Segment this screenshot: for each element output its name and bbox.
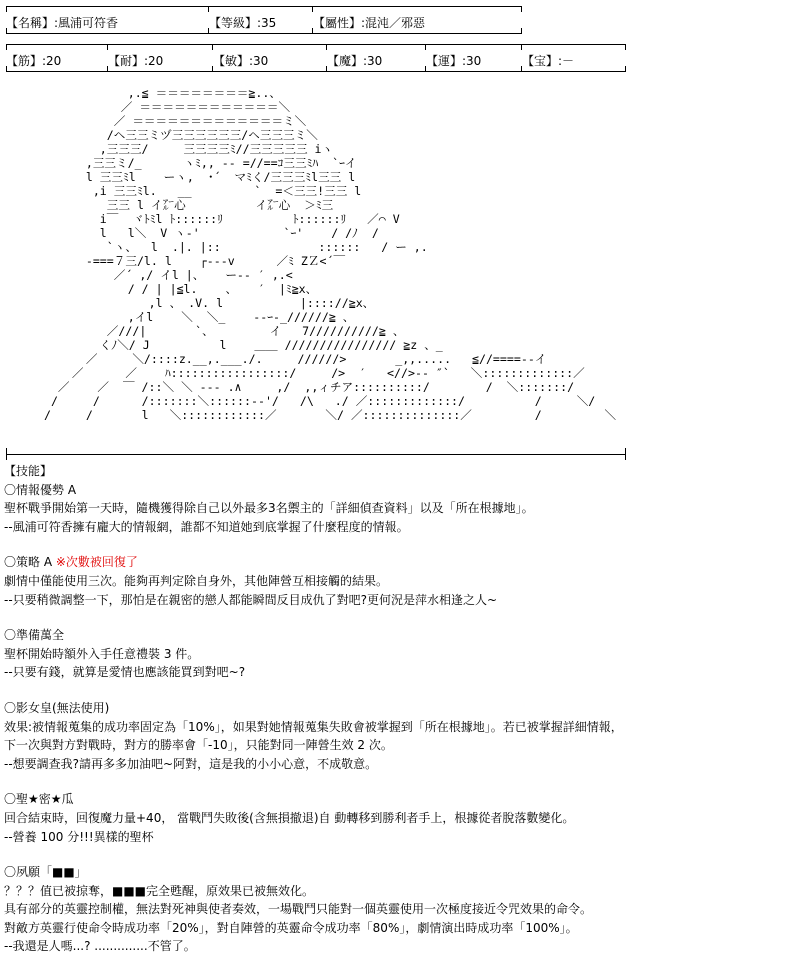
stat-noble-phantasm: 【宝】:－ [522, 54, 575, 68]
skill-line: ？？？值已被掠奪，■■■完全甦醒，原效果已被無效化。 [4, 883, 315, 898]
divider [6, 6, 7, 12]
divider [6, 33, 522, 34]
stat-strength: 【筋】:20 [6, 54, 62, 68]
skill-line: --只要稍微調整一下，那怕是在親密的戀人都能瞬間反目成仇了對吧?更何況是萍水相逢之人~ [4, 592, 498, 607]
skill-block [4, 863, 794, 956]
skill-line: 具有部分的英靈控制權，無法對死神與使者奏效，一場戰鬥只能對一個英靈使用一次極度接近令咒效果的命令。 [4, 902, 593, 917]
divider [326, 44, 327, 50]
divider [212, 44, 213, 50]
skill-title: 〇聖★密★瓜 [4, 792, 74, 807]
skill-block [4, 790, 794, 846]
divider [6, 448, 7, 460]
ascii-art-portrait: ,.≦ ＝＝＝＝＝＝＝＝≧..、 ／ ＝＝＝＝＝＝＝＝＝＝＝＝＼ ／ ＝＝＝＝＝＝＝＝＝＝＝＝＝ミ＼ /ヘ三三ミヅ三三三三三三/ヘ三三三ミ＼ ,三三三/ 三三三三ﾐ//三三三三三 iヽ ,三三ミ/_ ヽﾐ,, -- =//==ｺ三三ﾐﾊ `ｰイ l 三三ﾐl ーヽ, ･´ マﾐく/三三三ﾐl三三 l ,i 三三ﾐl. __ ` =＜三三!三三 l 三三 l イ㌃心 イ㌃心 ＞ﾐ三 i￣ ヾﾄﾐl ﾄ::::::ﾘ ﾄ::::::ﾘ ／⌒ V l l＼ V ヽ‐' `ｰ' / /ﾉ / `ヽ、 l .|. |:: :::::: / ー ,. -===７三/l. l ┌‐‐-v ／ﾐ ZＺ<´￣ ／´ ,/ イl |、 ー-- ′ ,.< / / | |≦l. 、 ′ |ﾐ≧x、 ,l 、 .V. l |:::://≧x、 ,イl ＼ ＼_ --ｰ-_//////≧ 、 ／///| `、 イ 7//////////≧ 、 くﾉ＼/ J l ＿＿ //////////////// ≧z 、_ ／ ＼/::::z.__,.___./. //////> _,,..... ≦//====--イ ／ ／ ﾊ:::::::::::::::::/ /> ′ <//>-- ″` ＼:::::::::::::／ ／ ／ ￣ /::＼ ＼ ‐‐‐ .∧ ,/ ,,ィチア::::::::::/ / ＼:::::::/ / / /:::::::＼::::::‐‐'/ /\ ./ ／:::::::::::::/ / ＼/ / / l ＼::::::::::::／ ＼/ ／::::::::::::::／ / ＼ [43, 86, 617, 422]
divider [521, 44, 522, 50]
skill-line: 回合結束時，回復魔力量+40， 當戰鬥失敗後(含無損撤退)自 動轉移到勝利者手上，根據從者脫落數變化。 [4, 810, 575, 825]
skill-line: --營養 100 分!!!異樣的聖杯 [4, 829, 154, 844]
skill-line: 聖杯戰爭開始第一天時，隨機獲得除自己以外最多3名禦主的「詳細偵查資料」以及「所在根據地」。 [4, 501, 534, 516]
divider [6, 44, 7, 50]
skill-line: --風浦可符香擁有龐大的情報網，誰都不知道她到底掌握了什麼程度的情報。 [4, 519, 409, 534]
skill-note: ※次數被回復了 [55, 555, 138, 570]
skill-block [4, 699, 794, 773]
skill-block [4, 481, 794, 537]
divider [6, 6, 522, 7]
divider [425, 44, 426, 50]
skill-title: 〇準備萬全 [4, 628, 65, 643]
divider [312, 6, 313, 12]
stat-agility: 【敏】:30 [213, 54, 269, 68]
divider [107, 44, 108, 50]
stat-level: 【等級】:35 [209, 16, 277, 30]
stats-row-basic [6, 6, 626, 34]
skill-line: 對敵方英靈行使命令時成功率「20%」，對自陣營的英靈命令成功率「80%」，劇情演出時成功率「100%」。 [4, 920, 578, 935]
skill-line: 效果:被情報蒐集的成功率固定為「10%」，如果對她情報蒐集失敗會被掌握到「所在根據地」。若已被掌握詳細情報， [4, 719, 623, 734]
stat-name: 【名稱】:風浦可符香 [6, 16, 119, 30]
stat-luck: 【運】:30 [426, 54, 482, 68]
divider [6, 44, 626, 45]
skill-title-row [4, 553, 794, 572]
skill-line: 下一次與對方對戰時，對方的勝率會「-10」，只能對同一陣營生效 2 次。 [4, 738, 393, 753]
divider [625, 66, 626, 72]
skills-heading: 【技能】 [4, 464, 53, 478]
skill-line: 聖杯開始時額外入手任意禮裝 3 件。 [4, 646, 200, 661]
skill-block [4, 553, 794, 609]
divider [625, 448, 626, 460]
skill-title: 〇影女皇(無法使用) [4, 700, 110, 715]
divider [521, 6, 522, 12]
skills-divider [6, 454, 626, 455]
divider [208, 6, 209, 12]
skill-title: 〇夙願「■■」 [4, 865, 87, 880]
skill-title: 〇情報優勢 A [4, 482, 77, 497]
divider [521, 28, 522, 34]
skill-title: 〇策略 A [4, 555, 53, 570]
skill-line: --我還是人嗎...? ..............不管了。 [4, 939, 196, 954]
stats-row-parameters [6, 44, 626, 72]
skill-line: --想要調查我?請再多多加油吧~阿對，這是我的小小心意，不成敬意。 [4, 756, 378, 771]
divider [6, 71, 626, 72]
skill-line: 劇情中僅能使用三次。能夠再判定除自身外，其他陣營互相接觸的結果。 [4, 573, 389, 588]
skill-block [4, 626, 794, 682]
stat-alignment: 【屬性】:混沌／邪惡 [313, 16, 426, 30]
stat-endurance: 【耐】:20 [108, 54, 164, 68]
skill-line: --只要有錢，就算是愛情也應該能買到對吧~? [4, 665, 246, 680]
skills-section [4, 462, 794, 956]
divider [625, 44, 626, 50]
stat-mana: 【魔】:30 [327, 54, 383, 68]
